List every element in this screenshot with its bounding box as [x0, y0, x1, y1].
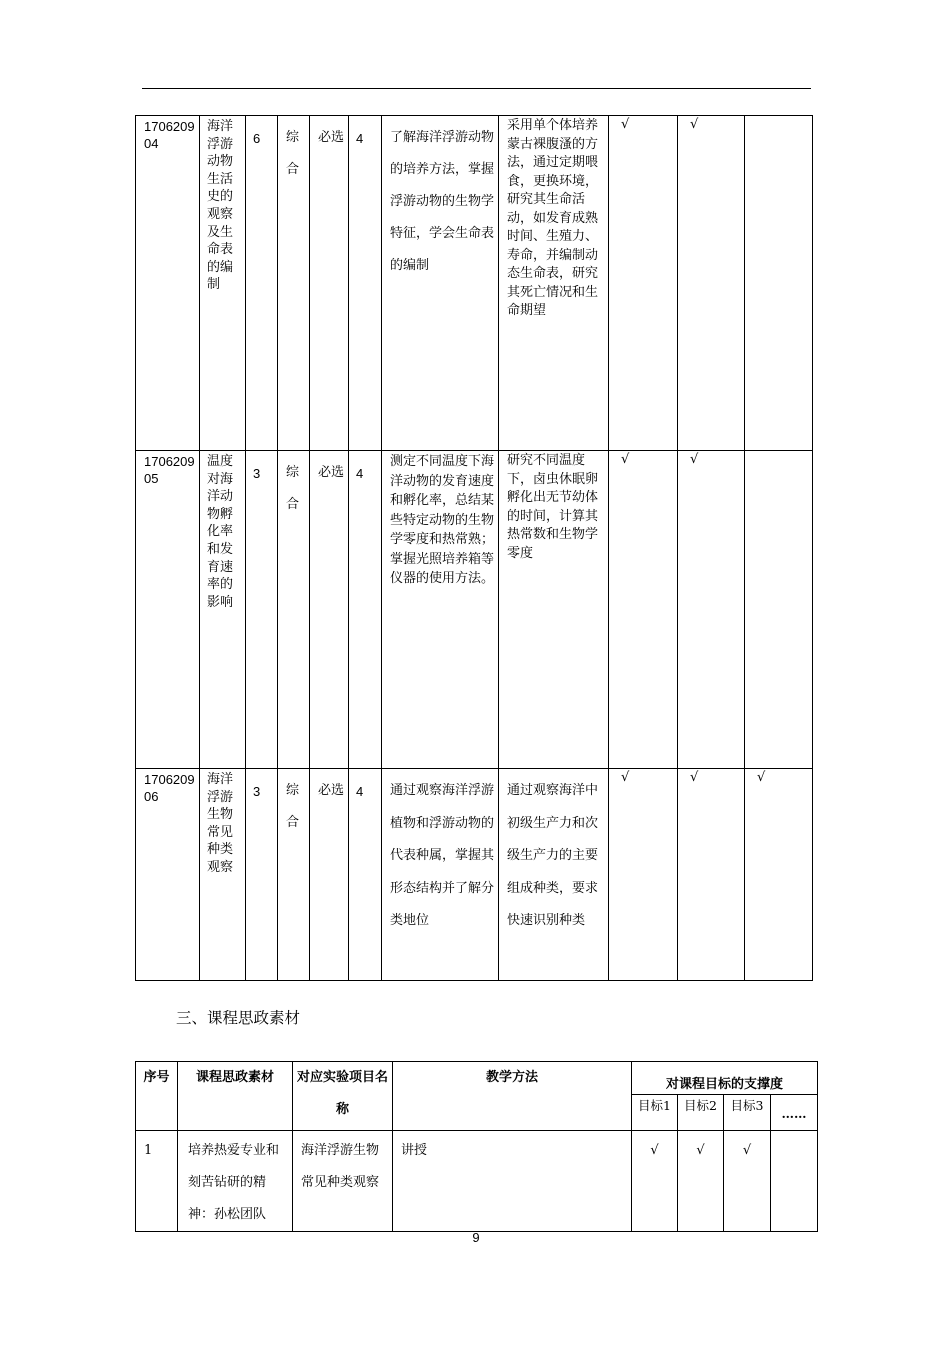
header-index: 序号	[136, 1062, 178, 1131]
goal2-check: √	[678, 769, 745, 981]
header-material: 课程思政素材	[178, 1062, 293, 1131]
experiment-table	[135, 115, 813, 981]
row-goal3: √	[724, 1131, 771, 1232]
goal3-check: √	[745, 769, 813, 981]
experiment-requirement: 采用单个体培养蒙古裸腹溞的方法，通过定期喂食，更换环境，研究其生命活动，如发育成熟时间、生殖力、寿命，并编制动态生命表，研究其死亡情况和生命期望	[499, 116, 609, 451]
table-row	[136, 116, 813, 451]
experiment-name: 温度对海洋动物孵化率和发育速率的影响	[200, 451, 246, 769]
experiment-required: 必选	[310, 116, 349, 451]
experiment-code: 170620906	[136, 769, 200, 981]
experiment-hours: 3	[246, 451, 278, 769]
experiment-code: 170620904	[136, 116, 200, 451]
row-method: 讲授	[393, 1131, 632, 1232]
goal1-check: √	[609, 116, 678, 451]
row-more	[771, 1131, 818, 1232]
experiment-type: 综合	[278, 451, 310, 769]
row-material: 培养热爱专业和刻苦钻研的精神：孙松团队	[178, 1131, 293, 1232]
table-header-row	[136, 1062, 818, 1095]
section-title: 三、课程思政素材	[176, 1009, 301, 1027]
experiment-objective: 测定不同温度下海洋动物的发育速度和孵化率，总结某些特定动物的生物学零度和热常熟；掌握光照培养箱等仪器的使用方法。	[382, 451, 499, 769]
ideology-material-table	[135, 1061, 818, 1232]
goal1-check: √	[609, 769, 678, 981]
experiment-hours: 6	[246, 116, 278, 451]
goal3-check	[745, 116, 813, 451]
experiment-requirement: 研究不同温度下，卤虫休眠卵孵化出无节幼体的时间，计算其热常数和生物学零度	[499, 451, 609, 769]
experiment-required: 必选	[310, 451, 349, 769]
experiment-objective: 了解海洋浮游动物的培养方法，掌握浮游动物的生物学特征，学会生命表的编制	[382, 116, 499, 451]
row-project: 海洋浮游生物常见种类观察	[293, 1131, 393, 1232]
experiment-name: 海洋浮游生物常见种类观察	[200, 769, 246, 981]
experiment-group: 4	[349, 116, 382, 451]
experiment-requirement: 通过观察海洋中初级生产力和次级生产力的主要组成种类，要求快速识别种类	[499, 769, 609, 981]
header-method: 教学方法	[393, 1062, 632, 1131]
header-goal2: 目标2	[678, 1095, 724, 1131]
experiment-group: 4	[349, 769, 382, 981]
experiment-type: 综合	[278, 116, 310, 451]
goal3-check	[745, 451, 813, 769]
experiment-type: 综合	[278, 769, 310, 981]
row-goal1: √	[632, 1131, 678, 1232]
experiment-hours: 3	[246, 769, 278, 981]
header-rule	[142, 88, 811, 89]
goal2-check: √	[678, 116, 745, 451]
header-more: ……	[771, 1095, 818, 1131]
page-number: 9	[472, 1230, 480, 1245]
header-support: 对课程目标的支撑度	[632, 1062, 818, 1095]
row-goal2: √	[678, 1131, 724, 1232]
header-goal3: 目标3	[724, 1095, 771, 1131]
experiment-group: 4	[349, 451, 382, 769]
header-project: 对应实验项目名称	[293, 1062, 393, 1131]
goal2-check: √	[678, 451, 745, 769]
row-index: 1	[136, 1131, 178, 1232]
table-row	[136, 1131, 818, 1232]
table-row	[136, 451, 813, 769]
goal1-check: √	[609, 451, 678, 769]
header-goal1: 目标1	[632, 1095, 678, 1131]
experiment-name: 海洋浮游动物生活史的观察及生命表的编制	[200, 116, 246, 451]
table-row	[136, 769, 813, 981]
experiment-required: 必选	[310, 769, 349, 981]
experiment-code: 170620905	[136, 451, 200, 769]
experiment-objective: 通过观察海洋浮游植物和浮游动物的代表种属，掌握其形态结构并了解分类地位	[382, 769, 499, 981]
